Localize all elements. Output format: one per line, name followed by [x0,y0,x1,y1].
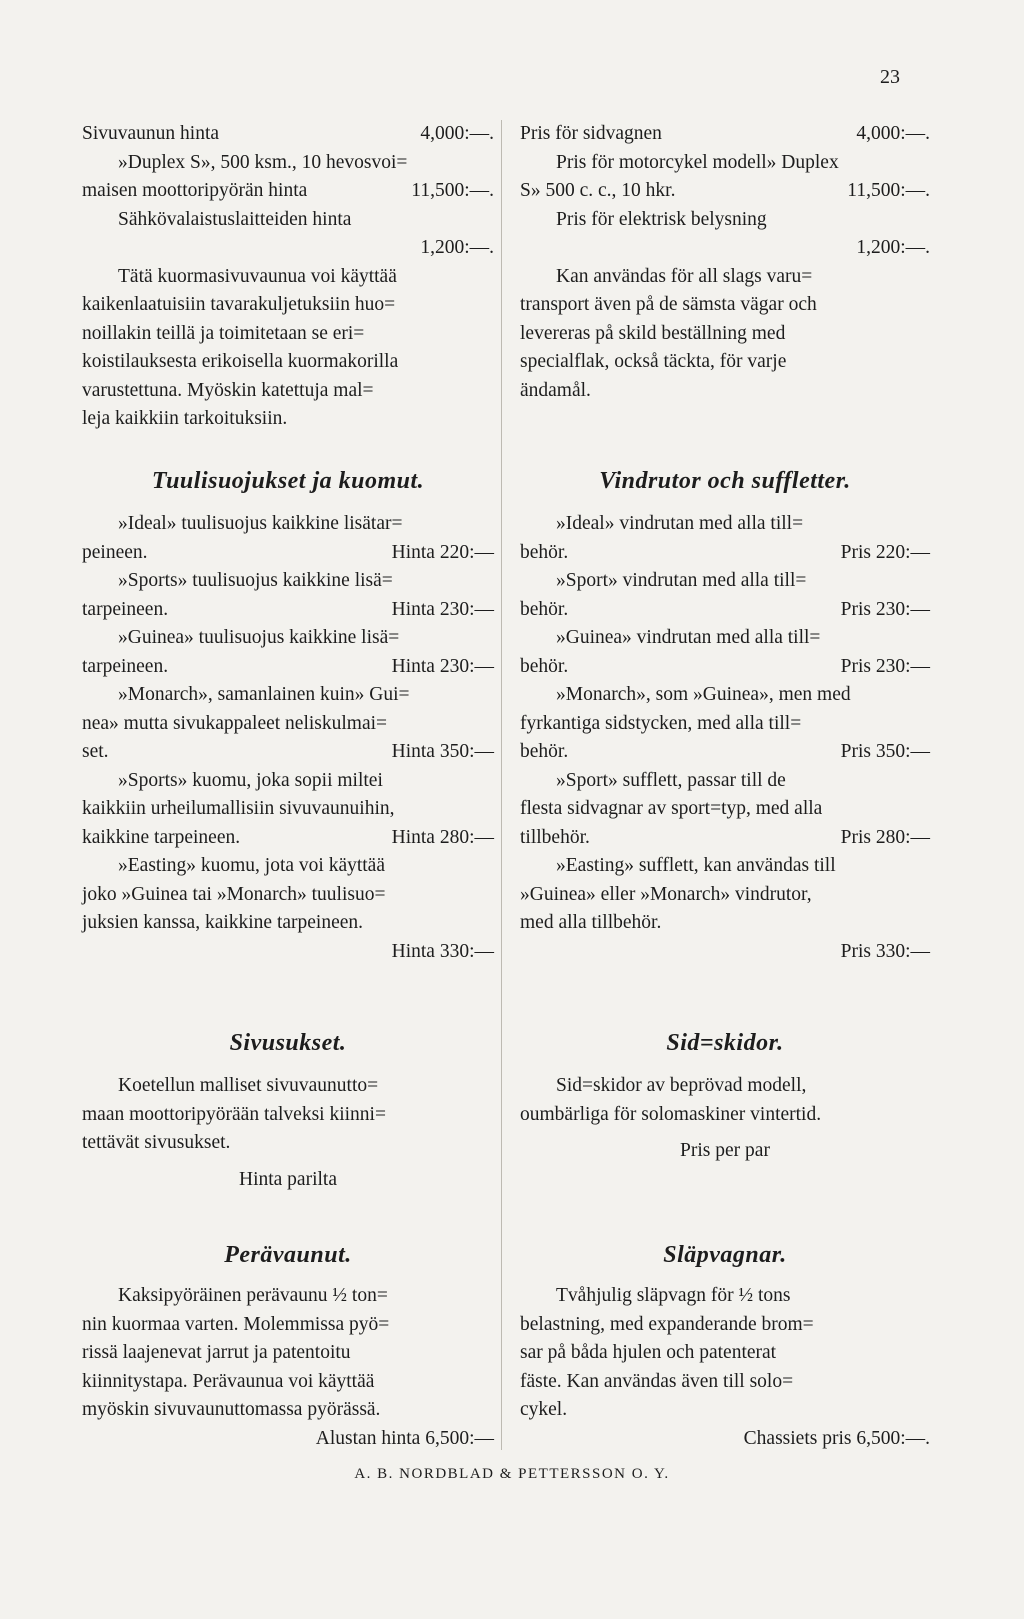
price-line [520,120,930,149]
price-value: Hinta 220:— [391,541,494,563]
text-line: Pris för motorcykel modell» Duplex [556,151,839,173]
text-line: belastning, med expanderande brom= [520,1313,814,1335]
price-line [520,539,930,568]
windscreens-section [82,458,494,966]
price-value: Hinta 230:— [391,655,494,677]
price-label: Sivuvaunun hinta [82,123,220,144]
price-line [520,653,930,682]
text-line: »Guinea» vindrutan med alla till= [556,627,821,648]
page-number: 23 [880,66,900,88]
price-value: Hinta 350:— [391,741,494,762]
text-line: flesta sidvagnar av sport=typ, med alla [520,798,823,819]
text-line: »Easting» sufflett, kan användas till [556,855,836,876]
price-value: 1,200:—. [856,237,930,258]
price-line [520,738,930,767]
price-label: kaikkine tarpeineen. [82,826,241,848]
text-line: »Ideal» tuulisuojus kaikkine lisätar= [118,513,403,534]
text-line: »Guinea» tuulisuojus kaikkine lisä= [118,627,400,648]
price-value: Pris 350:— [840,741,930,762]
price-value: 4,000:—. [856,123,930,144]
price-line [520,596,930,625]
text-line: »Sport» vindrutan med alla till= [556,570,807,591]
text-line: rissä laajenevat jarrut ja patentoitu [82,1342,351,1363]
text-line: joko »Guinea tai »Monarch» tuulisuo= [82,883,386,905]
spacer [520,1129,930,1137]
text-line: Pris per par [680,1140,770,1161]
text-line: »Monarch», samanlainen kuin» Gui= [118,684,410,705]
text-line: cykel. [520,1399,568,1420]
windscreens-section [520,458,930,966]
price-value: 4,000:—. [420,123,494,144]
text-line: fyrkantiga sidstycken, med alla till= [520,712,802,734]
price-line [520,177,930,206]
price-label: behör. [520,541,569,563]
price-label: tillbehör. [520,826,590,848]
price-line [82,234,494,263]
text-line: »Sport» sufflett, passar till de [556,769,786,791]
section-heading: Sid=skidor. [666,1030,784,1056]
price-value: Pris 220:— [840,541,930,563]
price-value: Pris 280:— [840,826,930,848]
text-line: oumbärliga för solomaskiner vintertid. [520,1103,822,1125]
price-line [82,596,494,625]
text-line: Alustan hinta 6,500:— [315,1427,494,1449]
text-line: kaikkiin urheilumallisiin sivuvaunuihin, [82,798,395,819]
price-line [82,824,494,853]
price-line [520,824,930,853]
price-label: maisen moottoripyörän hinta [82,180,308,201]
text-line: nin kuormaa varten. Molemmissa pyö= [82,1313,390,1335]
text-line: koistilauksesta erikoisella kuormakorilla [82,351,399,372]
intro-section [520,120,930,405]
price-line [82,539,494,568]
text-line: Kan användas för all slags varu= [556,265,813,287]
text-line: »Sports» kuomu, joka sopii miltei [118,769,383,791]
text-line: Tätä kuormasivuvaunua voi käyttää [118,265,397,287]
text-line: Sähkövalaistuslaitteiden hinta [118,208,352,230]
text-line: »Guinea» eller »Monarch» vindrutor, [520,883,812,905]
spacer [82,1158,494,1166]
trailers-section [82,1232,494,1453]
price-label: behör. [520,741,569,762]
price-label: tarpeineen. [82,598,169,620]
text-line: Pris för elektrisk belysning [556,208,767,230]
text-line: ändamål. [520,379,591,401]
text-line: fäste. Kan användas även till solo= [520,1370,794,1392]
text-line: Hinta 330:— [391,940,494,962]
text-line: noillakin teillä ja toimitetaan se eri= [82,322,365,344]
text-line: med alla tillbehör. [520,912,662,933]
text-line: leja kaikkiin tarkoituksiin. [82,408,288,429]
price-value: 11,500:—. [411,180,494,201]
price-value: 11,500:—. [847,180,930,201]
text-line: transport även på de sämsta vägar och [520,294,817,315]
price-label: tarpeineen. [82,655,169,677]
price-line [82,120,494,149]
text-line: kaikenlaatuisiin tavarakuljetuksiin huo= [82,294,396,315]
price-line [82,738,494,767]
section-heading: Släpvagnar. [663,1242,787,1268]
text-line: »Sports» tuulisuojus kaikkine lisä= [118,570,393,591]
text-line: Kaksipyöräinen perävaunu ½ ton= [118,1285,388,1306]
text-line: Hinta parilta [238,1168,337,1190]
text-line: tettävät sivusukset. [82,1132,231,1153]
text-line: »Ideal» vindrutan med alla till= [556,513,804,534]
text-line: juksien kanssa, kaikkine tarpeineen. [82,912,364,933]
price-value: Pris 230:— [840,655,930,677]
price-label: Pris för sidvagnen [520,123,662,144]
section-heading: Tuulisuojukset ja kuomut. [151,468,425,494]
text-line: Tvåhjulig släpvagn för ½ tons [556,1285,791,1306]
price-label: behör. [520,598,569,620]
text-line: nea» mutta sivukappaleet neliskulmai= [82,712,388,734]
text-line: specialflak, också täckta, för varje [520,351,787,372]
price-value: Hinta 230:— [391,598,494,620]
text-line: »Monarch», som »Guinea», men med [556,684,851,705]
text-line: »Duplex S», 500 ksm., 10 hevosvoi= [118,151,408,173]
price-value: 1,200:—. [420,237,494,258]
text-line: myöskin sivuvaunuttomassa pyörässä. [82,1399,381,1420]
text-line: Koetellun malliset sivuvaunutto= [118,1075,379,1096]
column-divider [501,120,502,1450]
skids-section [82,1020,494,1194]
text-line: sar på båda hjulen och patenterat [520,1342,777,1363]
price-label: behör. [520,655,569,677]
price-value: Pris 230:— [840,598,930,620]
text-line: levereras på skild beställning med [520,322,786,344]
publisher-footer: A. B. NORDBLAD & PETTERSSON O. Y. [354,1466,670,1482]
text-line: maan moottoripyörään talveksi kiinni= [82,1103,386,1125]
trailers-section [520,1232,930,1453]
skids-section [520,1020,930,1166]
price-label: peineen. [82,541,148,563]
text-line: »Easting» kuomu, jota voi käyttää [118,855,385,876]
price-label: S» 500 c. c., 10 hkr. [520,180,676,201]
section-heading: Sivusukset. [229,1030,347,1056]
price-value: Hinta 280:— [391,826,494,848]
section-heading: Vindrutor och suffletter. [599,468,851,494]
text-line: Chassiets pris 6,500:—. [743,1427,930,1449]
text-line: Pris 330:— [840,940,930,962]
text-line: kiinnitystapa. Perävaunua voi käyttää [82,1370,375,1392]
intro-section [82,120,494,434]
price-line [82,177,494,206]
price-line [82,653,494,682]
price-line [520,234,930,263]
text-line: varustettuna. Myöskin katettuja mal= [82,379,374,401]
price-label: set. [82,741,109,762]
section-heading: Perävaunut. [224,1242,352,1268]
text-line: Sid=skidor av beprövad modell, [556,1075,807,1096]
